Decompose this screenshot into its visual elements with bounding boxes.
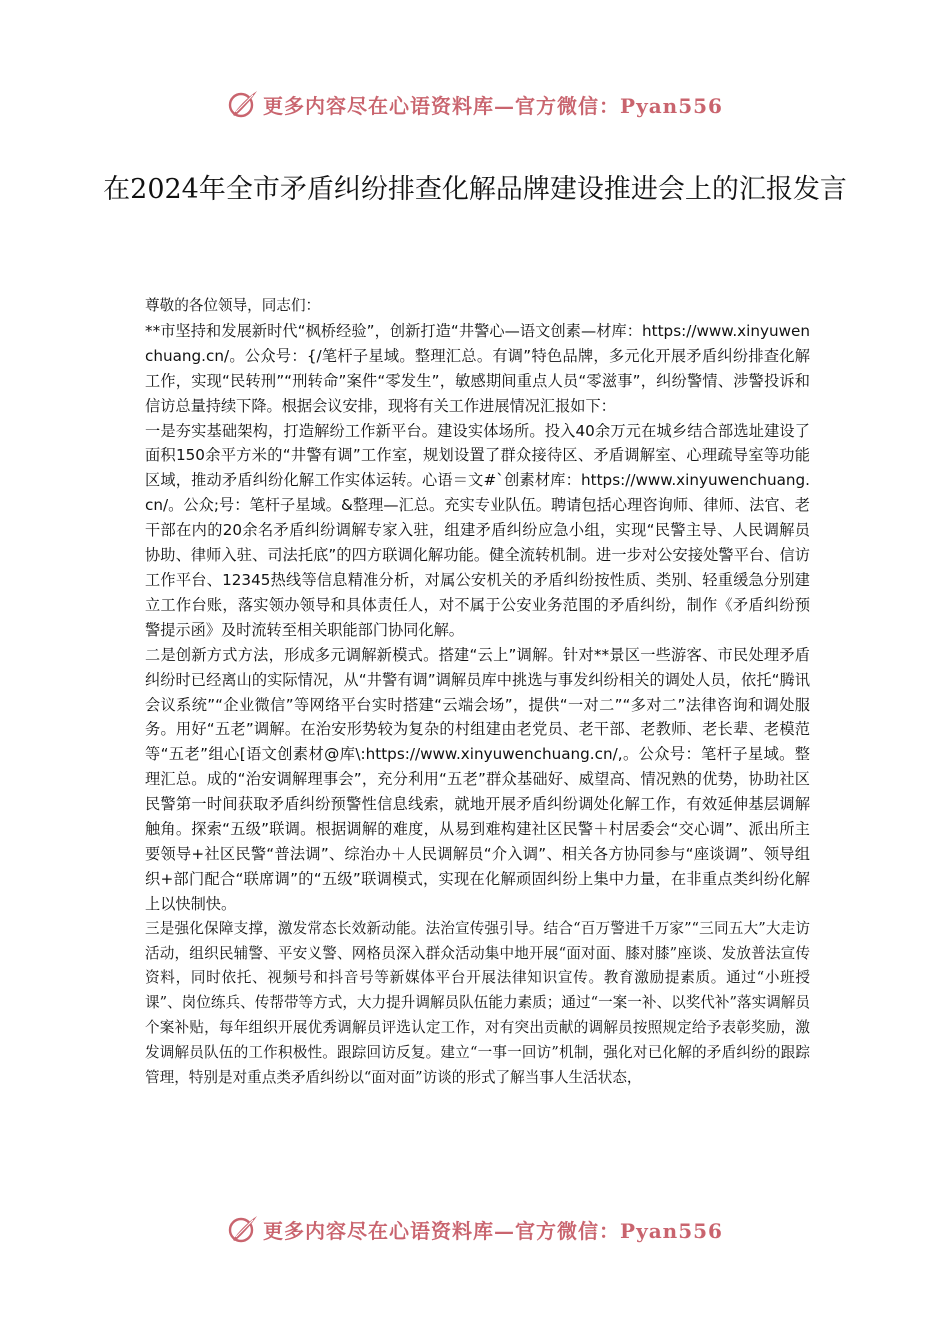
section-three-paragraph: 三是强化保障支撑，激发常态长效新动能。法治宣传强引导。结合“百万警进千万家”“三同五大”大走访活动，组织民辅警、平安义警、网格员深入群众活动集中地开展“面对面、膝对膝”座谈、发放普法宣传资料，同时依托、视频号和抖音号等新媒体平台开展法律知识宣传。教育激励提素质。通过“小班授课”、岗位练兵、传帮带等方式，大力提升调解员队伍能力素质；通过“一案一补、以奖代补”落实调解员个案补贴，每年组织开展优秀调解员评选认定工作，对有突出贡献的调解员按照规定给予表彰奖励，激发调解员队伍的工作积极性。跟踪回访反复。建立“一事一回访”机制，强化对已化解的矛盾纠纷的跟踪管理，特别是对重点类矛盾纠纷以“面对面”访谈的形式了解当事人生活状态， [145, 919, 810, 1087]
banner-text: 更多内容尽在心语资料库—官方微信：Pyan556 [263, 93, 723, 118]
section-two-paragraph: 二是创新方式方法，形成多元调解新模式。搭建“云上”调解。针对**景区一些游客、市民处理矛盾纠纷时已经离山的实际情况，从“井警有调”调解员库中挑选与事发纠纷相关的调处人员，依托“腾讯会议系统”“企业微信”等网络平台实时搭建“云端会场”，提供“一对二”“多对二”法律咨询和调处服务。用好“五老”调解。在治安形势较为复杂的村组建由老党员、老干部、老教师、老长辈、老模范等“五老”组心[语文创素材@库\:https://www.xinyuwenchuang.cn/,。公众号：笔杆子星域。整理汇总。成的“治安调解理事会”，充分利用“五老”群众基础好、威望高、情况熟的优势，协助社区民警第一时间获取矛盾纠纷预警性信息线索，就地开展矛盾纠纷调处化解工作，有效延伸基层调解触角。探索“五级”联调。根据调解的难度，从易到难构建社区民警＋村居委会“交心调”、派出所主要领导+社区民警“普法调”、综治办＋人民调解员“介入调”、相关各方协同参与“座谈调”、领导组织+部门配合“联席调”的“五级”联调模式，实现在化解顽固纠纷上集中力量，在非重点类纠纷化解上以快制快。 [145, 645, 810, 913]
document-title: 在2024年全市矛盾纠纷排查化解品牌建设推进会上的汇报发言 [103, 174, 847, 206]
quill-pen-logo-icon [227, 1213, 259, 1245]
banner-text: 更多内容尽在心语资料库—官方微信：Pyan556 [263, 1218, 723, 1243]
section-one-paragraph: 一是夯实基础架构，打造解纷工作新平台。建设实体场所。投入40余万元在城乡结合部选址建设了面积150余平方米的“井警有调”工作室，规划设置了群众接待区、矛盾调解室、心理疏导室等功能区域，推动矛盾纠纷化解工作实体运转。心语＝文#`创素材库：https://www.xinyuwenchuang.cn/。公众;号：笔杆子星域。&整理—汇总。充实专业队伍。聘请包括心理咨询师、律师、法官、老干部在内的20余名矛盾纠纷调解专家入驻，组建矛盾纠纷应急小组，实现“民警主导、人民调解员协助、律师入驻、司法托底”的四方联调化解功能。健全流转机制。进一步对公安接处警平台、信访工作平台、12345热线等信息精准分析，对属公安机关的矛盾纠纷按性质、类别、轻重缓急分别建立工作台账，落实领办领导和具体责任人，对不属于公安业务范围的矛盾纠纷，制作《矛盾纠纷预警提示函》及时流转至相关职能部门协同化解。 [145, 421, 810, 639]
document-body [145, 294, 810, 1091]
quill-pen-logo-icon [227, 88, 259, 120]
footer-watermark-banner [0, 1209, 950, 1249]
intro-paragraph: **市坚持和发展新时代“枫桥经验”，创新打造“井警心—语文创素—材库：https://www.xinyuwenchuang.cn/。公众号：{/笔杆子星域。整理汇总。有调”特色品牌，多元化开展矛盾纠纷排查化解工作，实现“民转刑”“刑转命”案件“零发生”，敏感期间重点人员“零滋事”，纠纷警情、涉警投诉和信访总量持续下降。根据会议安排，现将有关工作进展情况汇报如下： [145, 321, 810, 415]
header-watermark-banner [0, 84, 950, 124]
salutation-paragraph: 尊敬的各位领导，同志们： [145, 297, 321, 314]
